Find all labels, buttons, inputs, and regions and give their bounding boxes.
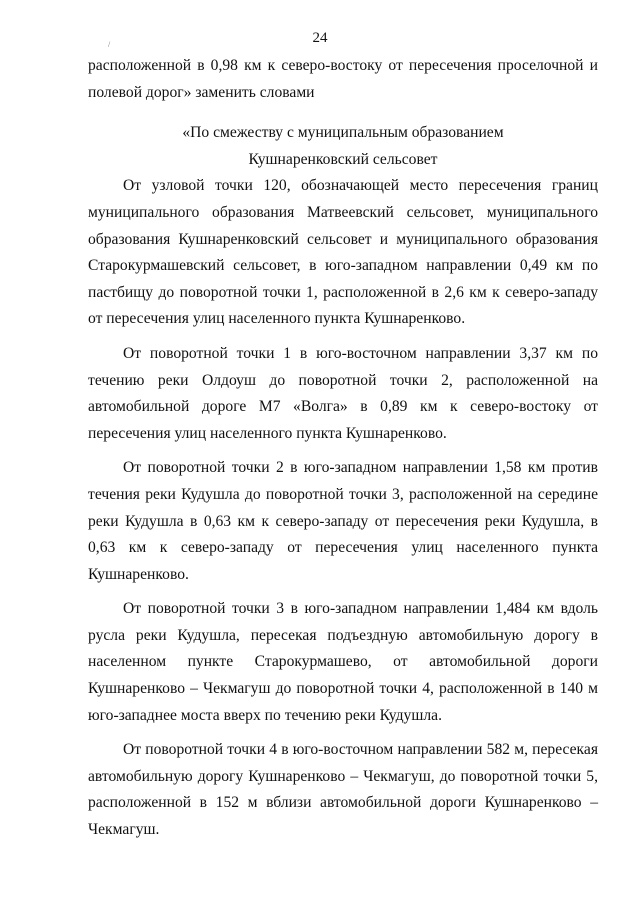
paragraph-point-4: От поворотной точки 4 в юго-восточном направлении 582 м, пересекая автомобильную дорогу Кушнаренково – Чекмагуш, до поворотной точки 5, расположенной в 152 м вблизи автомобильной дороги Кушнаренково – Чекмагуш. <box>88 741 598 839</box>
section-heading-line-1: «По смежеству с муниципальным образованием <box>182 124 504 142</box>
paragraph-point-1: От поворотной точки 1 в юго-восточном направлении 3,37 км по течению реки Олдоуш до поворотной точки 2, расположенной на автомобильной дороге М7 «Волга» в 0,89 км к северо-востоку от пересечения улиц населенного пункта Кушнаренково. <box>88 344 598 442</box>
intro-paragraph: расположенной в 0,98 км к северо-востоку от пересечения проселочной и полевой дорог» заменить словами <box>88 57 598 101</box>
margin-mark: / <box>108 40 111 49</box>
paragraph-point-120: От узловой точки 120, обозначающей место пересечения границ муниципального образования Матвеевский сельсовет, муниципального образования Кушнаренковский сельсовет и муниципального образования Старокурмашевский сельсовет, в юго-западном направлении 0,49 км по пастбищу до поворотной точки 1, расположенной в 2,6 км к северо-западу от пересечения улиц населенного пункта Кушнаренково. <box>88 177 598 328</box>
paragraph-point-3: От поворотной точки 3 в юго-западном направлении 1,484 км вдоль русла реки Кудушла, пересекая подъездную автомобильную дорогу в населенном пункте Старокурмашево, от автомобильной дороги Кушнаренково – Чекмагуш до поворотной точки 4, расположенной в 140 м юго-западнее моста вверх по течению реки Кудушла. <box>88 600 598 724</box>
page-number: 24 <box>312 30 328 46</box>
paragraph-point-2: От поворотной точки 2 в юго-западном направлении 1,58 км против течения реки Кудушла до поворотной точки 3, расположенной на середине реки Кудушла в 0,63 км к северо-западу от пересечения реки Кудушла, в 0,63 км к северо-западу от пересечения улиц населенного пункта Кушнаренково. <box>88 459 598 583</box>
document-body <box>88 53 598 844</box>
section-heading-line-2: Кушнаренковский сельсовет <box>248 150 438 168</box>
